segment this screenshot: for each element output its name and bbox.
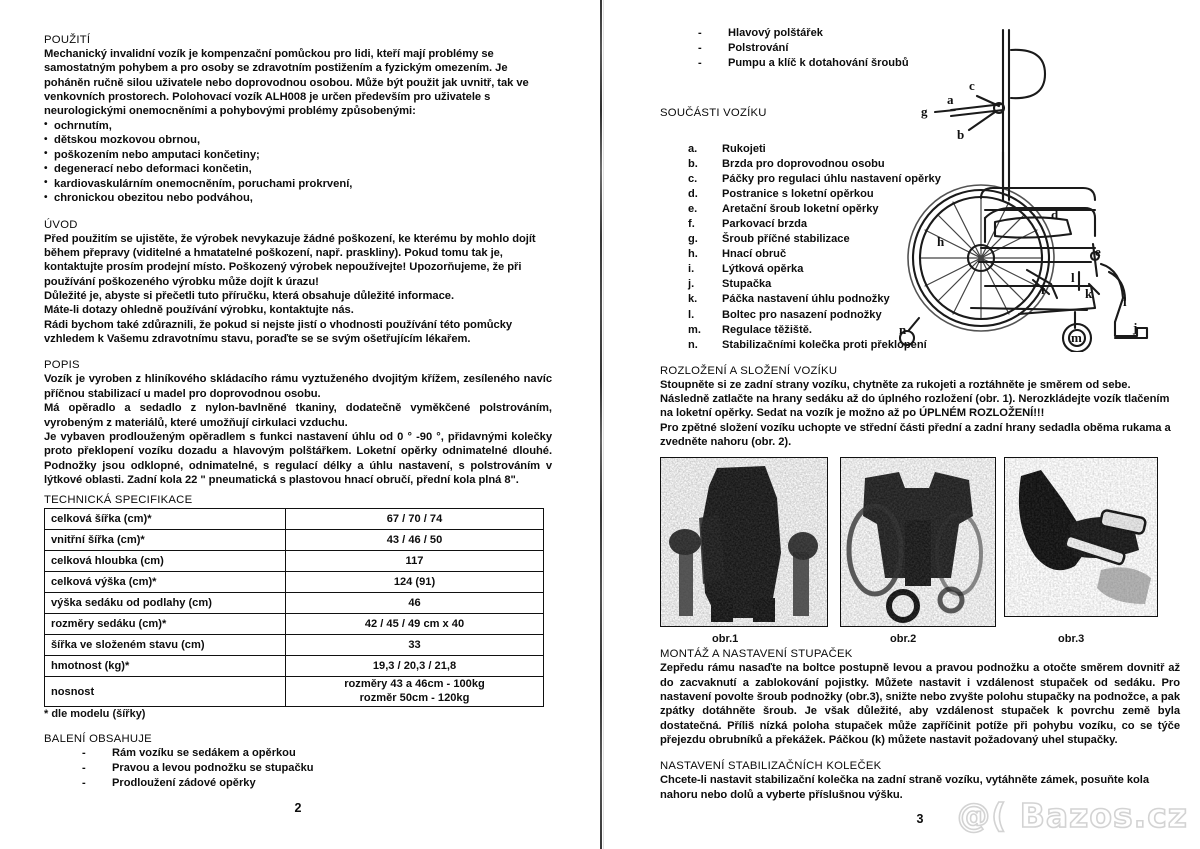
table-row (45, 572, 544, 593)
list-item-label: Rukojeti (722, 143, 766, 155)
figure-caption-2: obr.2 (890, 633, 917, 646)
list-conditions (44, 119, 552, 206)
section-montaz (660, 648, 1180, 747)
table-cell-label: hmotnost (kg)* (45, 656, 286, 677)
list-item: • dětskou mozkovou obrnou, (44, 133, 552, 148)
paragraph-popis-2: Má opěradlo a sedadlo z nylon-bavlněné tkaniny, dodatečně vyměkčené polstrováním, vyrobeným z materiálů, které umožňují cirkulaci vzduchu. (44, 402, 552, 429)
packaging-list (44, 746, 552, 791)
table-cell-label: vnitřní šířka (cm)* (45, 530, 286, 551)
diagram-callout-f: f (1041, 282, 1046, 297)
list-item-letter: m. (688, 323, 701, 336)
table-row (45, 614, 544, 635)
table-cell-value: 46 (286, 593, 544, 614)
dash-marker: - (82, 747, 86, 760)
diagram-callout-n: n (899, 322, 907, 337)
diagram-callout-k: k (1085, 286, 1093, 301)
table-cell-value (286, 677, 544, 707)
list-item-letter: c. (688, 173, 698, 186)
specification-table (44, 508, 544, 707)
diagram-callout-a: a (947, 92, 954, 107)
diagram-callout-e: e (1095, 244, 1101, 259)
paragraph-stabilizacni-1: Chcete-li nastavit stabilizační kolečka na zadní straně vozíku, vytáhněte zámek, posuňte kola nahoru nebo dolů a vyberte příslušnou výšku. (660, 774, 1150, 801)
paragraph-rozlozeni-2: Pro zpětné složení vozíku uchopte ve střední části přední a zadní hrany sedadla oběma rukama a zvedněte nahoru (obr. 2). (660, 421, 1171, 449)
list-item-letter: k. (688, 293, 698, 306)
list-item-label: Páčky pro regulaci úhlu nastavení opěrky (722, 173, 941, 186)
list-item-label: Rám vozíku se sedákem a opěrkou (112, 747, 296, 760)
table-cell-value-line1: rozměry 43 a 46cm - 100kg (344, 678, 485, 691)
wheelchair-diagram (899, 22, 1199, 352)
table-row (45, 509, 544, 530)
list-item-letter: l. (688, 308, 695, 321)
page-number-right: 3 (916, 812, 924, 827)
table-footnote: * dle modelu (šířky) (44, 708, 146, 721)
list-item-label: Prodloužení zádové opěrky (112, 777, 256, 790)
table-cell-value: 19,3 / 20,3 / 21,8 (286, 656, 544, 677)
table-cell-label: nosnost (45, 677, 286, 707)
list-item-label: Hnací obruč (722, 248, 787, 261)
section-baleni-obsahuje (44, 733, 552, 791)
watermark-bazos: @( Bazos.cz (957, 796, 1188, 835)
table-cell-label: celková výška (cm)* (45, 572, 286, 593)
list-item-label: Šroub příčné stabilizace (722, 233, 850, 246)
list-item-letter: a. (688, 143, 698, 155)
paragraph-popis-3: Je vybaven prodlouženým opěradlem s funkci nastavení úhlu od 0 ° -90 °, přidavnými kolečky proto překlopení vozíku dozadu a hlavovým polštářkem. Loketní opěrky odnimatelné dlouhé. Podnožky jsou odklopné, odnimatelné, s regulací délky a úhlu nastavení, s polstrováním v lýtkové oblasti. Zadní kola 22 " pneumatická s plastovou hnací obručí, přední kola plná 8". (44, 430, 552, 486)
figure-captions (660, 633, 1180, 647)
list-item (44, 761, 552, 776)
dash-marker: - (82, 762, 86, 775)
list-item: • kardiovaskulárním onemocněním, poruchami prokrvení, (44, 177, 552, 192)
paragraph-pouziti-1: Mechanický invalidní vozík je kompenzační pomůckou pro lidi, kteří mají problémy se samostatným pohybem a pro osoby se zdravotním postižením a fyzickým omezením. Je poháněn ručně silou uživatele nebo doprovodnou osobou. Může být použit jak uvnitř, tak ve venkovních prostorech. Polohovací vozík ALH008 je určen především pro uživatele s neurologickými onemocněními a pohybovými problémy způsobenými: (44, 48, 529, 118)
table-cell-label: šířka ve složeném stavu (cm) (45, 635, 286, 656)
section-uvod (44, 219, 552, 347)
heading-popis: POPIS (44, 359, 80, 372)
table-row (45, 635, 544, 656)
paragraph-rozlozeni-1: Stoupněte si ze zadní strany vozíku, chytněte za rukojeti a roztáhněte je směrem od sebe. Následně zatlačte na hrany sedáku až do úplného rozložení (obr. 1). Nerozkládejte vozík tlačením na loketní opěrky. Sedat na vozík je možno až po ÚPLNÉM ROZLOŽENÍ!!! (660, 378, 1170, 420)
list-item (44, 776, 552, 791)
dash-marker: - (698, 27, 702, 39)
table-cell-value: 33 (286, 635, 544, 656)
section-popis (44, 359, 552, 487)
list-item-label: Brzda pro doprovodnou osobu (722, 158, 885, 171)
page-number-left: 2 (294, 801, 302, 816)
heading-technicka-specifikace: TECHNICKÁ SPECIFIKACE (44, 494, 193, 507)
list-item-letter: g. (688, 233, 698, 246)
figure-caption-3: obr.3 (1058, 633, 1085, 646)
table-row (45, 593, 544, 614)
figure-image-3 (1004, 457, 1158, 617)
list-item: • chronickou obezitou nebo podváhou, (44, 191, 552, 206)
list-item-letter: j. (688, 278, 695, 291)
list-item-letter: n. (688, 338, 698, 351)
section-pouziti (44, 34, 552, 206)
list-item-label: Boltec pro nasazení podnožky (722, 308, 882, 321)
figure-caption-1: obr.1 (712, 633, 739, 646)
paragraph-uvod-1: Před použitím se ujistěte, že výrobek nevykazuje žádné poškození, ke kterému by mohlo dojít během přepravy (viditelné a hmatatelné poškození, např. praskliny). Pokud tomu tak je, kontaktujte prosím prodejní místo. Poškozený výrobek nepoužívejte! Upozorňujeme, že při používání poškozeného výrobku může dojít k úrazu! (44, 232, 536, 288)
diagram-callout-c: c (969, 78, 975, 93)
diagram-callout-m: m (1071, 330, 1082, 345)
heading-soucasti-voziku: SOUČÁSTI VOZÍKU (660, 107, 767, 119)
list-item-label: Páčka nastavení úhlu podnožky (722, 293, 890, 306)
list-item-letter: i. (688, 263, 695, 276)
diagram-callout-b: b (957, 127, 965, 142)
list-item-label: Lýtková opěrka (722, 263, 804, 276)
table-cell-value: 117 (286, 551, 544, 572)
figure-row (660, 457, 1180, 633)
table-row (45, 551, 544, 572)
list-item-label: Polstrování (728, 42, 789, 54)
table-cell-value: 124 (91) (286, 572, 544, 593)
section-rozlozeni (660, 365, 1180, 450)
table-cell-value: 42 / 45 / 49 cm x 40 (286, 614, 544, 635)
list-item-label: Postranice s loketní opěrkou (722, 188, 874, 201)
heading-montaz: MONTÁŽ A NASTAVENÍ STUPAČEK (660, 648, 853, 661)
table-row (45, 677, 544, 707)
heading-baleni-obsahuje: BALENÍ OBSAHUJE (44, 733, 152, 746)
book-spine-gutter (600, 0, 602, 849)
book-spine-shadow (603, 0, 604, 849)
diagram-callout-i: i (1123, 294, 1127, 309)
diagram-callout-d: d (1051, 207, 1059, 222)
section-technicka-specifikace (44, 494, 552, 720)
table-row (45, 656, 544, 677)
dash-marker: - (698, 42, 702, 54)
list-item (44, 746, 552, 761)
table-row (45, 530, 544, 551)
table-cell-label: rozměry sedáku (cm)* (45, 614, 286, 635)
table-cell-label: celková hloubka (cm) (45, 551, 286, 572)
heading-pouziti: POUŽITÍ (44, 34, 91, 46)
figure-image-2 (840, 457, 996, 627)
list-item-label: Stupačka (722, 278, 772, 291)
heading-rozlozeni: ROZLOŽENÍ A SLOŽENÍ VOZÍKU (660, 364, 838, 377)
table-cell-value: 43 / 46 / 50 (286, 530, 544, 551)
list-item-label: Parkovací brzda (722, 218, 808, 231)
paragraph-uvod-3: Máte-li dotazy ohledně používání výrobku, kontaktujte nás. (44, 304, 354, 317)
list-item-letter: h. (688, 248, 698, 261)
diagram-callout-j: j (1133, 320, 1138, 335)
list-item-letter: b. (688, 158, 698, 171)
paragraph-uvod-2: Důležité je, abyste si přečetli tuto příručku, která obsahuje důležité informace. (44, 290, 455, 303)
paragraph-popis-1: Vozík je vyroben z hliníkového skládacího rámu vyztuženého dvojitým křížem, zesíleného navíc příčnou stabilizací u madel pro doprovodnou osobu. (44, 373, 552, 400)
paragraph-montaz-1: Zepředu rámu nasaďte na boltce postupně levou a pravou podnožku a otočte směrem dovnitř až do zacvaknutí a zablokování pojistky. Můžete nastavit i vzdálenost stupaček od sedáku. Pro nastavení povolte šroub podnožky (obr.3), snižte nebo zvyšte polohu stupačky na podnožce, a pak zpátky dotáhněte šroub. Je však důležité, aby vzdálenost stupaček k povrchu země byla dostatečná. Příliš nízká poloha stupaček může zapříčinit potíže při pohybu vozíku, co se týče přejezdu obrubníků a překážek. Páčkou (k) můžete nastavit požadovaný uhel stupačky. (660, 662, 1180, 747)
list-item: • ochrnutím, (44, 119, 552, 134)
list-item-letter: f. (688, 218, 695, 231)
table-cell-value: 67 / 70 / 74 (286, 509, 544, 530)
list-item-letter: d. (688, 188, 698, 201)
diagram-callout-h: h (937, 234, 945, 249)
diagram-callout-l: l (1071, 270, 1075, 285)
table-cell-value-line2: rozměr 50cm - 120kg (359, 691, 470, 704)
list-item-letter: e. (688, 203, 698, 216)
heading-uvod: ÚVOD (44, 218, 78, 231)
table-cell-label: celková šířka (cm)* (45, 509, 286, 530)
list-item-label: Pravou a levou podnožku se stupačku (112, 762, 314, 775)
list-item: • degenerací nebo deformaci končetin, (44, 162, 552, 177)
heading-stabilizacni-kolecka: NASTAVENÍ STABILIZAČNÍCH KOLEČEK (660, 760, 882, 773)
dash-marker: - (82, 777, 86, 790)
list-item-label: Pumpu a klíč k dotahování šroubů (728, 57, 909, 69)
table-cell-label: výška sedáku od podlahy (cm) (45, 593, 286, 614)
dash-marker: - (698, 57, 702, 69)
list-item: • poškozením nebo amputaci končetiny; (44, 148, 552, 163)
list-item-label: Regulace těžiště. (722, 323, 813, 336)
list-item-label: Stabilizačními kolečka proti překlopení (722, 338, 927, 351)
figure-image-1 (660, 457, 828, 627)
list-item-label: Aretační šroub loketní opěrky (722, 203, 879, 216)
diagram-callout-g: g (921, 104, 928, 119)
paragraph-uvod-4: Rádi bychom také zdůraznili, že pokud si nejste jistí o vhodnosti používání této pomůcky vzhledem k Vašemu zdravotnímu stavu, poraďte se se svým ošetřujícím lékařem. (44, 318, 513, 346)
list-item-label: Hlavový polštářek (728, 27, 823, 39)
